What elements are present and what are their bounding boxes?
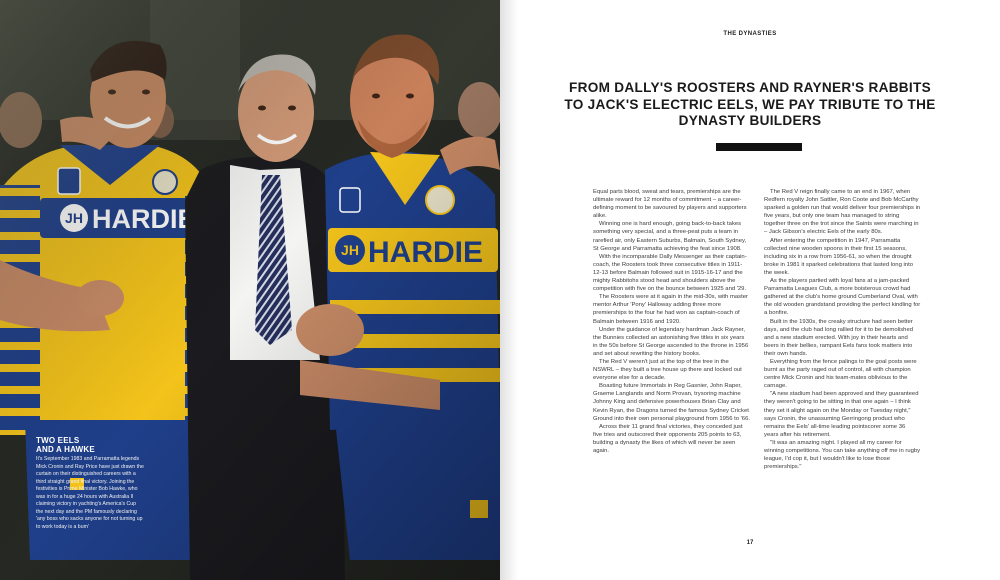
headline-rule (716, 143, 802, 151)
photo-caption (36, 436, 144, 531)
article-headline: FROM DALLY'S ROOSTERS AND RAYNER'S RABBITS TO JACK'S ELECTRIC EELS, WE PAY TRIBUTE TO THE DYNASTY BUILDERS (564, 80, 936, 128)
paragraph: "A new stadium had been approved and they guaranteed they weren't going to be sitting in that one again – I think they set it alight again on the Monday or Tuesday night," says Cronin, the unassuming Gerringong product who remains the Eels' all-time leading pointscorer some 36 years after his retirement. (764, 391, 919, 438)
caption-title: TWO EELS AND A HAWKE (36, 436, 95, 454)
caption-body: It's September 1983 and Parramatta legends Mick Cronin and Ray Price have just drawn the curtain on their distinguished careers with a third straight grand final victory. Joining the festivities is Prime Minister Bob Hawke, who was in for a huge 24 hours with Australia II claiming victory in yachting's America's Cup the next day and the PM famously declaring 'any boss who sacks anyone for not turning up to work today is a bum' (36, 456, 144, 530)
page-number: 17 (746, 540, 754, 546)
paragraph: With the incomparable Dally Messenger as their captain-coach, the Roosters took three consecutive titles in 1911-12-13 before Balmain followed suit in 1915-16-17 and the mighty Rabbitohs stood head and shoulders above the competition with five on the bounce between 1925 and '29. (593, 253, 747, 293)
paragraph: Everything from the fence palings to the goal posts were burnt as the party raged out of control, all with champion centre Mick Cronin and his team-mates oblivious to the carnage. (764, 358, 917, 390)
paragraph: Boasting future Immortals in Reg Gasnier, John Raper, Graeme Langlands and Norm Provan, trysoring machine Johnny King and defensive powerhouses Brian Clay and Kevin Ryan, the Dragons turned the famous Sydney Cricket Ground into their own personal playground from 1956 to '66. (593, 383, 750, 422)
text-column-1 (593, 188, 750, 455)
paragraph: Winning one is hard enough, going back-to-back takes something very special, and a three-peat puts a team in rarefied air, only Eastern Suburbs, Balmain, South Sydney, St George and Parramatta achieving the feat since 1908. (593, 221, 747, 252)
section-running-head: THE DYNASTIES (723, 31, 777, 37)
paragraph: Equal parts blood, sweat and tears, premierships are the ultimate reward for 12 months of commitment – a career-defining moment to be savoured by players and supporters alike. (593, 189, 747, 220)
paragraph: As the players partied with loyal fans at a jam-packed Parramatta Leagues Club, a more boisterous crowd had gathered at the club's home ground Cumberland Oval, with the old wooden grandstand providing the perfect kindling for a bonfire. (764, 278, 921, 317)
paragraph: After entering the competition in 1947, Parramatta collected nine wooden spoons in their first 15 seasons, including six in a row from 1956-61, so when the drought broke in 1981 it sparked celebrations that lasted long into the week. (764, 237, 913, 276)
text-column-2 (764, 188, 921, 471)
paragraph: The Red V weren't just at the top of the tree in the NSWRL – they built a tree house up there and locked out everyone else for a decade. (593, 358, 742, 382)
paragraph: Built in the 1930s, the creaky structure had seen better days, and the club had long rallied for it to be demolished and a new stadium erected. With joy in their hearts and beers in their bellies, rampant Eels fans took matters into their own hands. (764, 318, 913, 357)
paragraph: The Roosters were at it again in the mid-30s, with master mentor Arthur 'Pony' Halloway adding three more premierships to the four he had won as captain-coach of Balmain between 1916 and 1920. (593, 294, 748, 325)
paragraph: Under the guidance of legendary hardman Jack Rayner, the Bunnies collected an astonishing five titles in six years in the 50s before St George ascended to the throne in 1956 and set about rewriting the history books. (593, 326, 749, 357)
article-page (500, 0, 1000, 580)
paragraph: The Red V reign finally came to an end in 1967, when Redfern royalty John Sattler, Ron Coote and Bob McCarthy sparked a golden run that would deliver four premierships in five years, but only one team has managed to string together three on the trot since the Saints were marching in – Jack Gibson's electric Eels of the early 80s. (764, 189, 921, 236)
paragraph: Across their 11 grand final victories, they conceded just five tries and outscored their opponents 205 points to 63, building a dynasty the likes of which will never be seen again. (593, 423, 743, 454)
paragraph: "It was an amazing night. I played all my career for winning competitions. You can take anything off me in rugby league, I'd cop it, but I wouldn't like to lose those premierships." (764, 439, 921, 471)
